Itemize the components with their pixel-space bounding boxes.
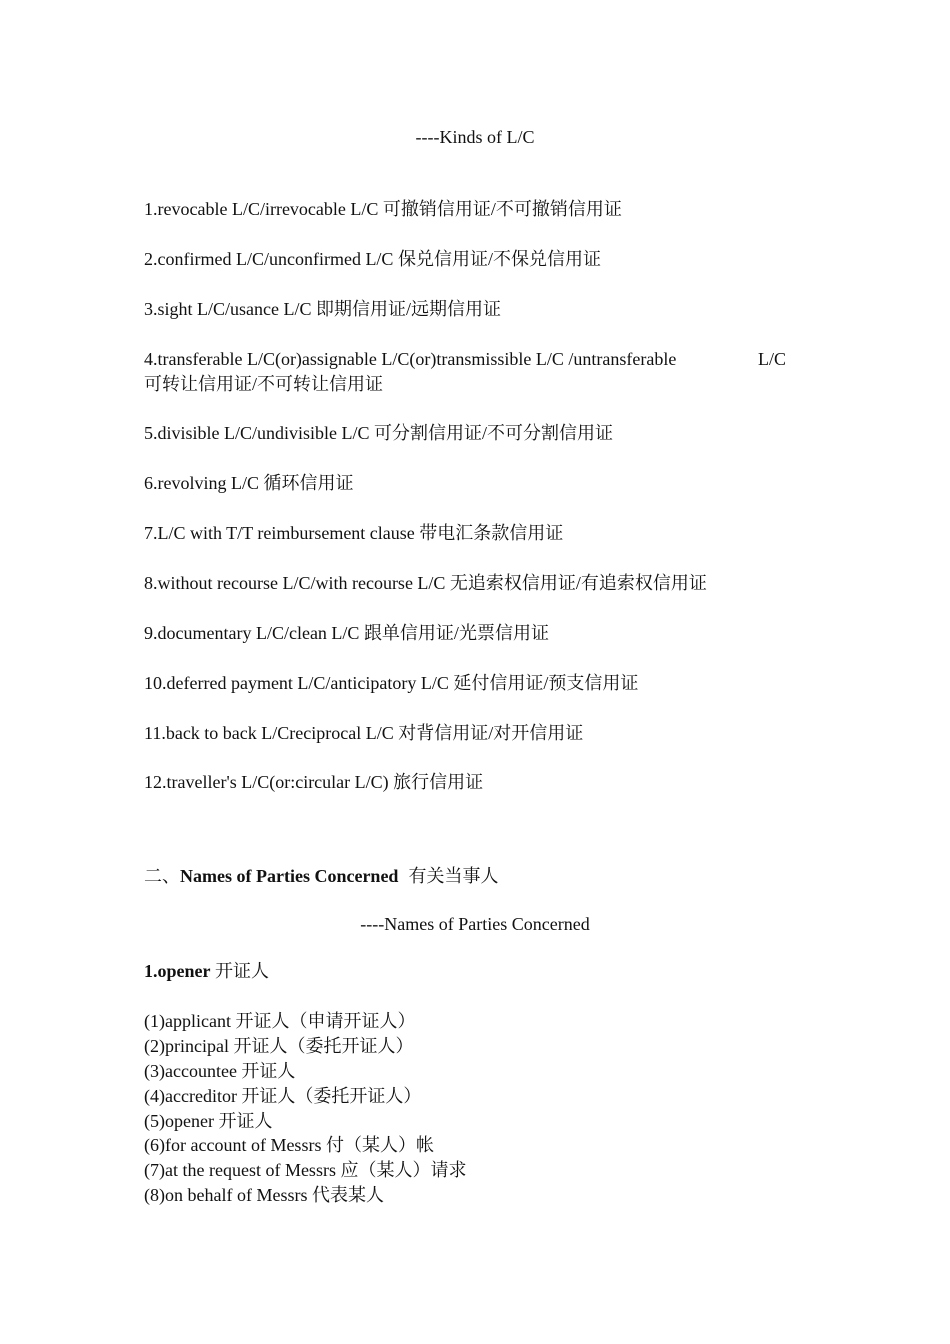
list-item: 5.divisible L/C/undivisible L/C 可分割信用证/不可分割信用证 (144, 423, 614, 443)
list-item: (6)for account of Messrs 付（某人）帐 (144, 1135, 434, 1155)
list-item: 2.confirmed L/C/unconfirmed L/C 保兑信用证/不保兑信用证 (144, 249, 601, 269)
list-item: (3)accountee 开证人 (144, 1061, 296, 1081)
list-item: (2)principal 开证人（委托开证人） (144, 1036, 414, 1056)
subsection-heading-rest: 开证人 (210, 961, 269, 981)
list-item: 3.sight L/C/usance L/C 即期信用证/远期信用证 (144, 299, 501, 319)
subsection-heading (144, 959, 269, 983)
list-item: 7.L/C with T/T reimbursement clause 带电汇条款信用证 (144, 523, 564, 543)
list-item: (7)at the request of Messrs 应（某人）请求 (144, 1160, 467, 1180)
list-item: 9.documentary L/C/clean L/C 跟单信用证/光票信用证 (144, 623, 549, 643)
list-item: 10.deferred payment L/C/anticipatory L/C 延付信用证/预支信用证 (144, 673, 639, 693)
list-item: 11.back to back L/Creciprocal L/C 对背信用证/对开信用证 (144, 723, 584, 743)
list-item: 1.revocable L/C/irrevocable L/C 可撤销信用证/不可撤销信用证 (144, 199, 622, 219)
list-item-continuation: 可转让信用证/不可转让信用证 (144, 374, 383, 394)
section-heading (144, 864, 498, 888)
section-heading-bold: Names of Parties Concerned (180, 866, 399, 886)
list-item: 12.traveller's L/C(or:circular L/C) 旅行信用证 (144, 772, 484, 792)
list-item: (1)applicant 开证人（申请开证人） (144, 1011, 416, 1031)
subsection-heading-bold: 1.opener (144, 961, 211, 981)
section-heading-prefix: 二、 (144, 866, 180, 886)
list-item: 8.without recourse L/C/with recourse L/C 无追索权信用证/有追索权信用证 (144, 573, 707, 593)
list-item-continuation: L/C (758, 349, 787, 369)
list-item: (4)accreditor 开证人（委托开证人） (144, 1086, 422, 1106)
kinds-of-lc-subtitle: ----Kinds of L/C (415, 127, 535, 147)
list-item: 6.revolving L/C 循环信用证 (144, 473, 354, 493)
list-item: 4.transferable L/C(or)assignable L/C(or)transmissible L/C /untransferable (144, 349, 677, 369)
parties-subtitle: ----Names of Parties Concerned (360, 914, 590, 934)
list-item: (5)opener 开证人 (144, 1111, 273, 1131)
section-heading-suffix: 有关当事人 (408, 866, 499, 886)
list-item: (8)on behalf of Messrs 代表某人 (144, 1185, 384, 1205)
